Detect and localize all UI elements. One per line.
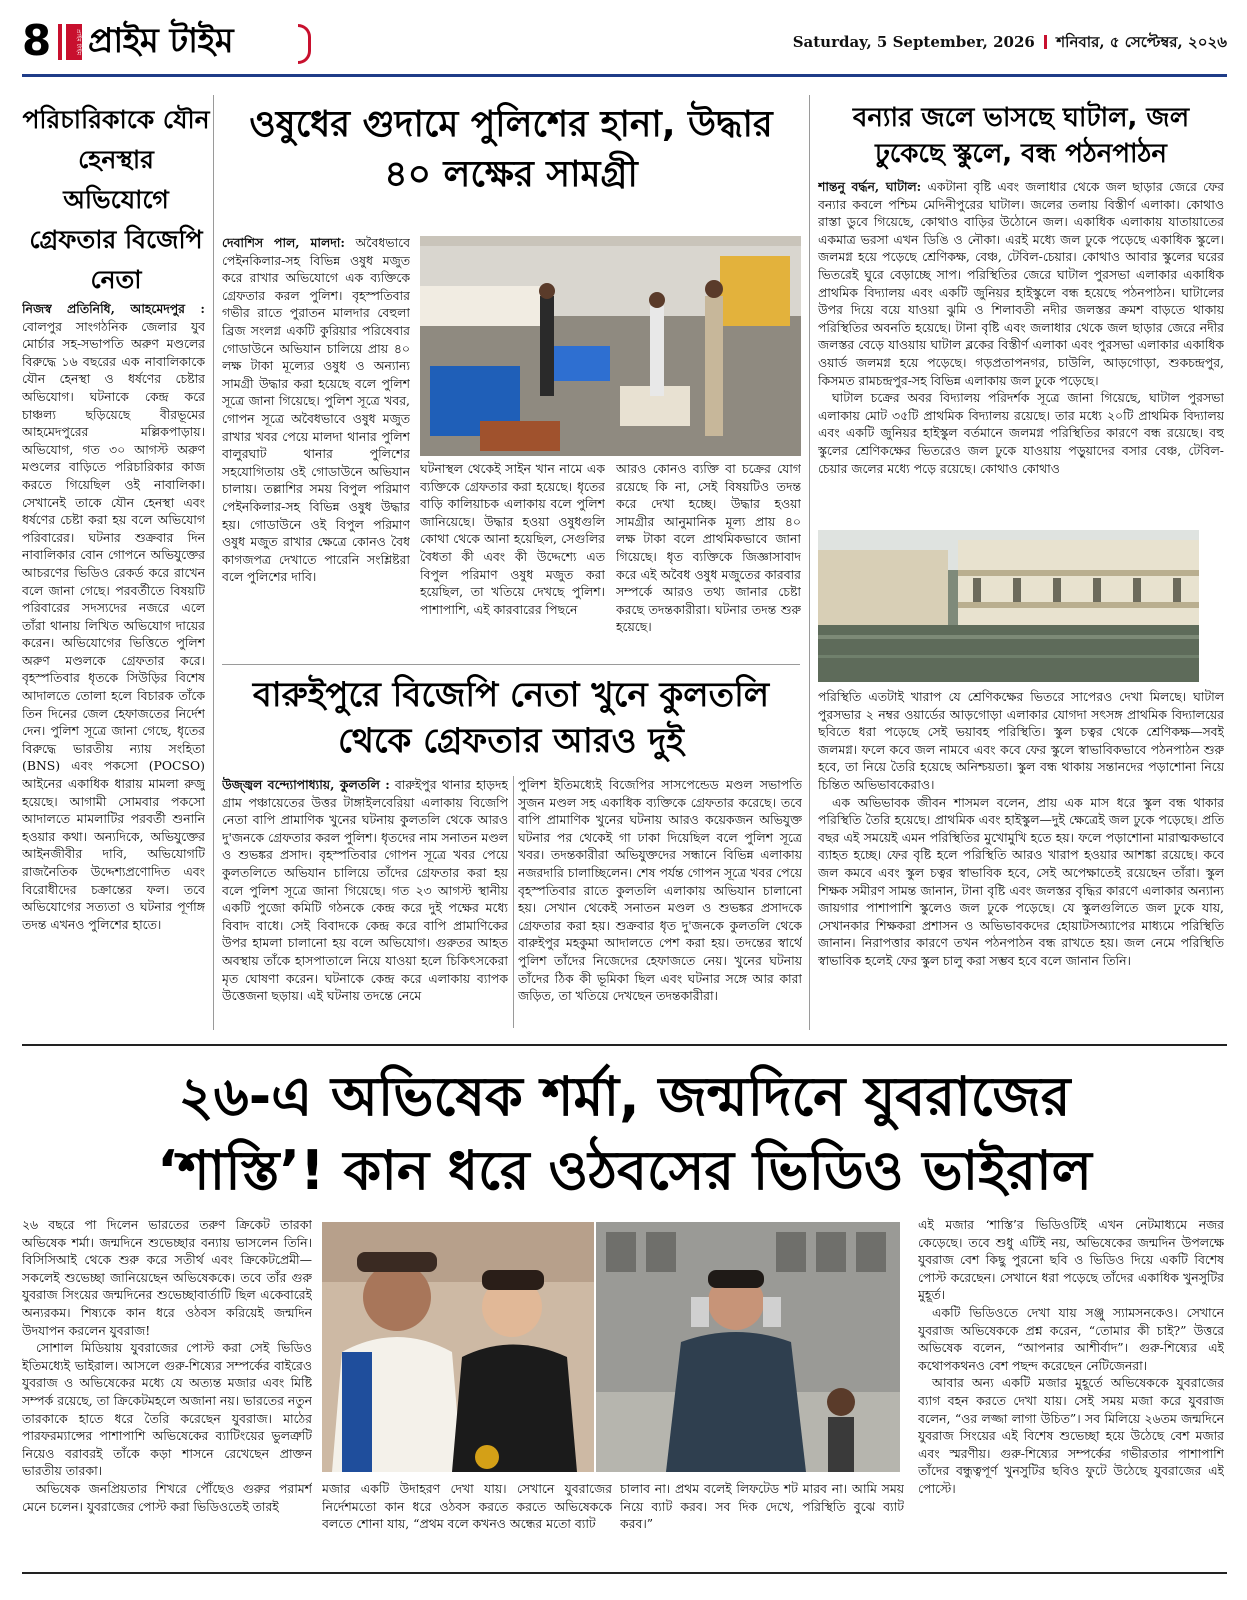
warehouse-photo [420,236,801,456]
masthead-rule [22,74,1227,77]
story-center-bottom-headline: বারুইপুরে বিজেপি নেতা খুনে কুলতলি থেকে গ্রেফতার আরও দুই [252,675,770,761]
story-right-byline: শান্তনু বর্দ্ধন, ঘাটাল: [818,179,922,194]
story-right-top [818,178,1224,522]
story-left-text: বোলপুর সাংগঠনিক জেলার যুব মোর্চার সহ-সভাপতি অরুণ মণ্ডলের বিরুদ্ধে ১৬ বছরের এক নাবালিকাকে যৌন হেনস্থা ও ধর্ষণের চেষ্টার অভিযোগ। ঘটনাকে কেন্দ্র করে চাঞ্চল্য ছড়িয়েছে বীরভূমের আহমেদপুরের মল্লিকপাড়ায়। অভিযোগ, গত ৩০ আগস্ট অরুণ মণ্ডলের বাড়িতে পরিচারিকার কাজ করতে গিয়েছিল ওই নাবালিকা। সেখানেই তাকে যৌন হেনস্থা এবং ধর্ষণের চেষ্টা করা হয় বলে অভিযোগ পরিবারের। ঘটনার শুক্রবার দিন নাবালিকার বোন গোপনে অভিযুক্তের আচরণের ভিডিও রেকর্ড করে রাখেন বলে জানা গেছে। পরবর্তীতে বিষয়টি পরিবারের সদস্যদের নজরে এলে তাঁরা থানায় লিখিত অভিযোগ দায়ের করেন। অভিযোগের ভিত্তিতে পুলিশ অরুণ মণ্ডলকে গ্রেফতার করে। বৃহস্পতিবার ধৃতকে সিউড়ির বিশেষ আদালতে তোলা হলে বিচারক তাঁকে তিন দিনের জেল হেফাজতের নির্দেশ দেন। পুলিশ সূত্রে জানা গেছে, ধৃতের বিরুদ্ধে ভারতীয় ন্যায় সংহিতা (BNS) এবং পকসো (POCSO) আইনের একাধিক ধারায় মামলা রুজু হয়েছে। আগামী সোমবার পকসো আদালতে মামলাটির পরবর্তী শুনানি হওয়ার কথা। অন্যদিকে, অভিযুক্তের আইনজীবীর দাবি, অভিযোগটি রাজনৈতিক উদ্দেশ্যপ্রণোদিত এবং বিরোধীদের চক্রান্তের ফল। তবে অভিযোগের সত্যতা ও ঘটনার পূর্ণাঙ্গ তদন্ত এখনও পুলিশের হাতে। [22,318,205,932]
story-right-text-top: একটানা বৃষ্টি এবং জলাধার থেকে জল ছাড়ার জেরে ফের বন্যার কবলে পশ্চিম মেদিনীপুরের ঘাটাল। জলের তলায় বিস্তীর্ণ এলাকা। কোথাও রাস্তা ডুবে গিয়েছে, কোথাও বাড়ির উঠোনে জল। একাধিক এলাকায় যাতায়াতের একমাত্র ভরসা এখন ডিঙি ও নৌকা। এরই মধ্যে জল ঢুকে পড়েছে একাধিক স্কুলে। জলমগ্ন হয়ে পড়েছে শ্রেণিকক্ষ, বেঞ্চ, টেবিল-চেয়ার। কোথাও আবার স্কুলের ঘরের ভিতরেই ঘুরে বেড়াচ্ছে সাপ। পরিস্থিতির জেরে ঘাটাল পুরসভা এলাকার একাধিক প্রাথমিক বিদ্যালয় এবং একটি জুনিয়র হাইস্কুলে বন্ধ হয়েছে পঠনপাঠন। ঘাটালের উপর দিয়ে বয়ে যাওয়া ঝুমি ও শিলাবতী নদীর জলস্তর ক্রমশ বাড়তে থাকায় পরিস্থিতির অবনতি হয়েছে। টানা বৃষ্টি এবং জলাধার থেকে জল ছাড়ার জেরে নদীর জলস্তর বেড়ে যাওয়ায় ঘাটাল ব্লকের বিস্তীর্ণ এলাকা এবং পুরসভা এলাকার একাধিক ওয়ার্ড জলমগ্ন হয়ে পড়েছে। গড়প্রতাপনগর, চাউলি, আড়গোড়া, শুকচন্দ্রপুর, কিসমত রামচন্দ্রপুর-সহ বিভিন্ন এলাকায় জল ঢুকে পড়েছে। [818,179,1224,388]
story-right-headline: বন্যার জলে ভাসছে ঘাটাল, জল ঢুকেছে স্কুলে, বন্ধ পঠনপাঠন [852,103,1190,169]
center-divider [222,664,800,665]
story-center-top-text-1: অবৈধভাবে পেইনকিলার-সহ বিভিন্ন ওষুধ মজুত করে রাখার অভিযোগে এক ব্যক্তিকে গ্রেফতার করল পুলিশ। বৃহস্পতিবার গভীর রাতে পুরাতন মালদার বেহুলা ব্রিজ সংলগ্ন একটি কুরিয়ার পরিষেবার গোডাউনে অভিযান চালিয়ে প্রায় ৪০ লক্ষ টাকা মূল্যের ওষুধ ও অন্যান্য সামগ্রী উদ্ধার করা হয়েছে বলে পুলিশ সূত্রে জানা গিয়েছে। পুলিশ সূত্রে খবর, গোপন সূত্রে অবৈধভাবে ওষুধ মজুত রাখার খবর পেয়ে মালদা থানার পুলিশ বালুরঘাট থানার পুলিশের সহযোগিতায় ওই গোডাউনে অভিযান চালায়। তল্লাশির সময় বিপুল পরিমাণ পেইনকিলার-সহ বিভিন্ন ওষুধ উদ্ধার হয়। গোডাউনে ওই বিপুল পরিমাণ ওষুধ মজুত রাখার ক্ষেত্রে কোনও বৈধ কাগজপত্র দেখাতে পারেনি সংশ্লিষ্টরা বলে পুলিশের দাবি। [222,235,410,585]
story-right-text-bottom-p2: এক অভিভাবক জীবন শাসমল বলেন, প্রায় এক মাস ধরে স্কুল বন্ধ থাকার পরিস্থিতি তৈরি হয়েছে। প্রাথমিক এবং হাইস্কুল—দুই ক্ষেত্রেই জল ঢুকে পড়েছে। প্রতি বছর এই সময়েই এমন পরিস্থিতির মুখোমুখি হতে হয়। ফলে পড়াশোনা মারাত্মকভাবে ব্যাহত হচ্ছে। ফের বৃষ্টি হলে পরিস্থিতি আরও খারাপ হওয়ার আশঙ্কা রয়েছে। কবে জল কমবে এবং স্কুল চত্বর স্বাভাবিক হবে, সেই অপেক্ষাতেই রয়েছেন তাঁরা। স্কুল শিক্ষক সমীরণ সামন্ত জানান, টানা বৃষ্টি এবং জলস্তর বৃদ্ধির কারণে এলাকার অন্যান্য জায়গার পাশাপাশি স্কুলেও জল ঢুকে পড়েছে। যে স্কুলগুলিতে জল ঢুকে যায়, সেখানকার শিক্ষকরা প্রশাসন ও অভিভাবকদের হোয়াটসঅ্যাপের মাধ্যমে পরিস্থিতি জানান। নিরাপত্তার কারণে তখন পঠনপাঠন বন্ধ রাখতে হয়। জল নেমে পরিস্থিতি স্বাভাবিক হলেই ফের স্কুল চালু করা সম্ভব হবে বলে জানান তিনি। [818,794,1224,968]
column-rule-center-bottom [513,776,514,1028]
story-bottom-text-left-p3: অভিষেক জনপ্রিয়তার শিখরে পৌঁছেও গুরুর পরামর্শ মেনে চলেন। যুবরাজের পোস্ট করা ভিডিওতেই তারই [22,1480,312,1514]
story-bottom-text-right-p2: একটি ভিডিওতে দেখা যায় সঞ্জু স্যামসনকেও। সেখানে যুবরাজ অভিষেককে প্রশ্ন করেন, “তোমার কী চাই?” উত্তরে অভিষেক বলেন, “আপনার আশীর্বাদ”। গুরু-শিষ্যের এই কথোপকথনও বেশ পছন্দ করেছেন নেটিজেনরা। [918,1304,1224,1373]
logo-small-badge [66,24,82,60]
logo-small-text: প্রাইম টাইম [75,28,82,56]
story-center-bottom-col1 [222,776,508,1028]
footer-rule [22,1572,1227,1574]
date-separator [1044,35,1047,49]
story-bottom-headline-line2: ‘শাস্তি’! কান ধরে ওঠবসের ভিডিও ভাইরাল [157,1139,1092,1202]
story-left-headline: পরিচারিকাকে যৌন হেনস্থার অভিযোগে গ্রেফতার বিজেপি নেতা [22,105,210,294]
masthead-date [793,28,1227,56]
story-center-bottom-col2: পুলিশ ইতিমধ্যেই বিজেপির সাসপেন্ডেড মণ্ডল সভাপতি সুজন মণ্ডল সহ একাধিক ব্যক্তিকে গ্রেফতার করেছে। তবে বাপি প্রামাণিক খুনের ঘটনায় আরও কয়েকজন অভিযুক্ত ঘটনার পর থেকেই গা ঢাকা দিয়েছিল বলে পুলিশ সূত্রে খবর। তদন্তকারীরা অভিযুক্তদের সন্ধানে বিভিন্ন এলাকায় নজরদারি চালাচ্ছিলেন। শেষ পর্যন্ত গোপন সূত্রে খবর পেয়ে বৃহস্পতিবার রাতে কুলতলি এলাকায় অভিযান চালানো হয়। সেখান থেকেই সনাতন মণ্ডল ও শুভঙ্কর প্রসাদকে গ্রেফতার করা হয়। শুক্রবার ধৃত দু'জনকে কুলতলি থেকে বারুইপুর মহকুমা আদালতে পেশ করা হয়। তদন্তের স্বার্থে পুলিশ তাঁদের নিজেদের হেফাজতে নেয়। খুনের ঘটনায় তাঁদের ঠিক কী ভূমিকা ছিল এবং ঘটনার সঙ্গে আর কারা জড়িত, তা খতিয়ে দেখছেন তদন্তকারীরা। [518,777,802,1004]
story-bottom-right [918,1216,1224,1562]
story-left-body [22,300,205,1028]
logo-red-bar [58,24,62,60]
story-right-text-top-p2: ঘাটাল চক্রের অবর বিদ্যালয় পরিদর্শক সূত্রে জানা গিয়েছে, ঘাটাল পুরসভা এলাকায় মোট ৩৫টি প্রাথমিক বিদ্যালয় রয়েছে। তার মধ্যে ২০টি প্রাথমিক বিদ্যালয় এবং একটি জুনিয়র হাইস্কুল বর্তমানে জলমগ্ন পরিস্থিতির কারণে বন্ধ রয়েছে। বহু স্কুলের শ্রেণিকক্ষের ভিতরেও জল ঢুকে যাওয়ায় পড়ুয়াদের বসার বেঞ্চ, টেবিল-চেয়ার জলের মধ্যে পড়ে রয়েছে। কোথাও কোথাও [818,390,1224,476]
story-right-text-bottom: পরিস্থিতি এতটাই খারাপ যে শ্রেণিকক্ষের ভিতরে সাপেরও দেখা মিলছে। ঘাটাল পুরসভার ২ নম্বর ওয়ার্ডের আড়গোড়া এলাকার যোগদা সৎসঙ্গ প্রাথমিক বিদ্যালয়ের ছবিতে ধরা পড়েছে সেই ভয়াবহ পরিস্থিতি। স্কুল চত্বর থেকে শ্রেণিকক্ষ—সবই জলমগ্ন। ফলে কবে জল নামবে এবং কবে ফের স্কুলে স্বাভাবিকভাবে পঠনপাঠন শুরু হবে, তা নিয়ে তৈরি হয়েছে অনিশ্চয়তা। স্কুল বন্ধ থাকায় সন্তানদের পড়াশোনা নিয়ে চিন্তিত অভিভাবকেরাও। [818,689,1224,792]
masthead-logo: প্রাইম টাইম [88,21,234,61]
section-rule [22,1044,1227,1046]
story-bottom-mid1: মজার একটি উদাহরণ দেখা যায়। সেখানে যুবরাজের নির্দেশমতো কান ধরে ওঠবস করতে করতে অভিষেককে বলতে শোনা যায়, “প্রথম বলে কখনও অন্ধের মতো ব্যাট [322,1481,612,1532]
column-rule-right [809,95,810,1030]
story-center-top-col1 [222,234,410,658]
story-center-bottom-text-1: বারুইপুর থানার হাড়দহ গ্রাম পঞ্চায়েতের উত্তর টাঙ্গাইলবেরিয়া এলাকায় বিজেপি নেতা বাপি প্রামাণিক খুনের ঘটনায় কুলতলি থেকে আরও দু'জনকে গ্রেফতার করল পুলিশ। ধৃতদের নাম সনাতন মণ্ডল ও শুভঙ্কর প্রসাদ। বৃহস্পতিবার গোপন সূত্রে খবর পেয়ে কুলতলিতে অভিযান চালিয়ে তাঁদের গ্রেফতার করা হয় বলে পুলিশ সূত্রে জানা গিয়েছে। গত ২৩ আগস্ট স্থানীয় একটি পুজো কমিটি গঠনকে কেন্দ্র করে দুই পক্ষের মধ্যে বিবাদ বাধে। সেই বিবাদকে কেন্দ্র করে বাপি প্রামাণিকের উপর হামলা চালানো হয় বলে অভিযোগ। গুরুতর আহত অবস্থায় তাঁকে হাসপাতালে নিয়ে যাওয়া হলে চিকিৎসকেরা মৃত ঘোষণা করেন। ঘটনাকে কেন্দ্র করে এলাকায় ব্যাপক উত্তেজনা ছড়ায়। এই ঘটনায় তদন্তে নেমে [222,777,508,1004]
story-bottom-text-left: ২৬ বছরে পা দিলেন ভারতের তরুণ ক্রিকেট তারকা অভিষেক শর্মা। জন্মদিনে শুভেচ্ছার বন্যায় ভাসলেন তিনি। বিসিসিআই থেকে শুরু করে সতীর্থ এবং ক্রিকেটপ্রেমী—সকলেই শুভেচ্ছা জানিয়েছেন অভিষেককে। তবে তাঁর গুরু যুবরাজ সিংয়ের জন্মদিনের শুভেচ্ছাবার্তাটি ছিল একেবারেই অন্যরকম। শিষ্যকে কান ধরে ওঠবস করিয়েই জন্মদিন উদযাপন করলেন যুবরাজ! [22,1217,312,1338]
story-bottom-text-right: এই মজার ‘শাস্তি’র ভিডিওটিই এখন নেটমাধ্যমে নজর কেড়েছে। তবে শুধু এটিই নয়, অভিষেকের জন্মদিন উপলক্ষে যুবরাজ বেশ কিছু পুরনো ছবি ও ভিডিও দিয়ে একটি বিশেষ পোস্ট করেছেন। সেখানে ধরা পড়েছে তাঁদের একাধিক খুনসুটির মুহূর্ত। [918,1217,1224,1303]
page-number: 8 [22,16,52,65]
cricketers-illustration-right [596,1222,900,1472]
story-right-bottom [818,688,1224,1028]
date-english: Saturday, 5 September, 2026 [792,33,1035,51]
story-center-top-col3: আরও কোনও ব্যক্তি বা চক্রের যোগ রয়েছে কি না, সেই বিষয়টিও তদন্ত করে দেখা হচ্ছে। উদ্ধার হওয়া সামগ্রীর আনুমানিক মূল্য প্রায় ৪০ লক্ষ টাকা বলে প্রাথমিকভাবে জানা গিয়েছে। ধৃত ব্যক্তিকে জিজ্ঞাসাবাদ করে এই অবৈধ ওষুধ মজুতের কারবার সম্পর্কে আরও তথ্য জানার চেষ্টা করছে তদন্তকারীরা। ঘটনার তদন্ত শুরু হয়েছে। [616,461,801,635]
date-bengali: শনিবার, ৫ সেপ্টেম্বর, ২০২৬ [1056,33,1227,51]
column-rule-left [213,95,214,1030]
warehouse-illustration [420,236,801,456]
cricketers-photo-right [596,1222,900,1472]
story-bottom-text-left-p2: সোশাল মিডিয়ায় যুবরাজের পোস্ট করা সেই ভিডিও ইতিমধ্যেই ভাইরাল। আসলে গুরু-শিষ্যের সম্পর্কের বাইরেও যুবরাজ ও অভিষেকের মধ্যে যে অত্যন্ত মজার এবং মিষ্টি সম্পর্ক রয়েছে, তা ক্রিকেটমহলে অজানা নয়। ভারতের নতুন তারকাকে হাতে ধরে তৈরি করেছেন যুবরাজ। মাঠের পারফরম্যান্সের পাশাপাশি অভিষেকের ব্যাটিংয়ের ভুলত্রুটি নিয়েও বরাবরই তাঁকে কড়া শাসনে রেখেছেন প্রাক্তন ভারতীয় তারকা। [22,1340,312,1479]
logo-curve [298,24,311,64]
story-center-top-col2: ঘটনাস্থল থেকেই সাইন খান নামে এক ব্যক্তিকে গ্রেফতার করা হয়েছে। ধৃতের বাড়ি কালিয়াচক এলাকায় বলে পুলিশ জানিয়েছে। উদ্ধার হওয়া ওষুধগুলি কোথা থেকে আনা হয়েছিল, সেগুলির বৈধতা কী এবং কী উদ্দেশ্যে এত বিপুল পরিমাণ ওষুধ মজুত করা হয়েছিল, তা খতিয়ে দেখছে পুলিশ। পাশাপাশি, এই কারবারের পিছনে [420,461,605,617]
flooded-school-photo [818,530,1199,682]
story-center-bottom-byline: উজ্জ্বল বন্দ্যোপাধ্যায়, কুলতলি : [222,777,390,792]
story-bottom-headline-line1: ২৬-এ অভিষেক শর্মা, জন্মদিনে যুবরাজের [178,1065,1071,1128]
masthead [22,18,1227,76]
story-left-byline: নিজস্ব প্রতিনিধি, আহমেদপুর : [22,301,205,316]
story-bottom-mid2: চালাব না। প্রথম বলেই লিফটেড শট মারব না। আমি সময় নিয়ে ব্যাট করব। সব দিক দেখে, পরিস্থিতি বুঝে ব্যাট করব।” [620,1481,904,1532]
flooded-school-illustration [818,530,1199,682]
cricketers-illustration-left [322,1222,594,1472]
story-center-top-byline: দেবাশিস পাল, মালদা: [222,235,345,250]
cricketers-photo-left [322,1222,594,1472]
story-bottom-left [22,1216,312,1562]
story-bottom-text-right-p3: আবার অন্য একটি মজার মুহূর্তে অভিষেককে যুবরাজের ব্যাগ বহন করতে দেখা যায়। সেই সময় মজা করে যুবরাজ বলেন, “ওর লজ্জা লাগা উচিত”। সব মিলিয়ে ২৬তম জন্মদিনে যুবরাজ সিংয়ের এই বিশেষ শুভেচ্ছা হয়ে উঠেছে বেশ মজার এবং স্মরণীয়। গুরু-শিষ্যের সম্পর্কের গভীরতার পাশাপাশি তাঁদের বন্ধুত্বপূর্ণ খুনসুটির ছবিও ফুটে উঠেছে যুবরাজের এই পোস্টে। [918,1375,1224,1496]
story-center-top-headline: ওষুধের গুদামে পুলিশের হানা, উদ্ধার ৪০ লক্ষের সামগ্রী [249,104,773,195]
